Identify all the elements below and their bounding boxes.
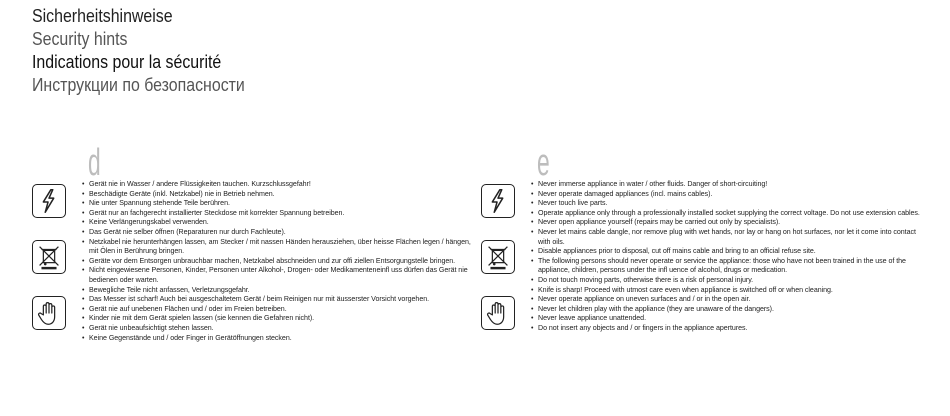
list-item: • Keine Verlängerungskabel verwenden. <box>82 218 474 228</box>
list-item: • Beschädigte Geräte (inkl. Netzkabel) nie in Betrieb nehmen. <box>82 190 474 200</box>
language-letter-e: e <box>537 142 550 184</box>
page-titles <box>32 4 279 96</box>
list-item: • Never let mains cable dangle, nor remove plug with wet hands, nor lay or hang on hot surfaces, nor let it come into contact with oils. <box>531 228 923 247</box>
list-item: • Gerät nie unbeaufsichtigt stehen lassen. <box>82 324 474 334</box>
list-item: • Nicht eingewiesene Personen, Kinder, Personen unter Alkohol-, Drogen- oder Medikamenteneinfl uss dürfen das Gerät nie bedienen oder warten. <box>82 266 474 285</box>
list-item: • Operate appliance only through a professionally installed socket supplying the correct voltage. Do not use extension cables. <box>531 209 923 219</box>
list-item: • Das Gerät nie selber öffnen (Reparaturen nur durch Fachleute). <box>82 228 474 238</box>
list-item: • Netzkabel nie herunterhängen lassen, am Stecker / mit nassen Händen herausziehen, über heisse Flächen legen / hängen, mit Ölen in Berührung bringen. <box>82 238 474 257</box>
list-item: • Never operate appliance on uneven surfaces and / or in the open air. <box>531 295 923 305</box>
list-item: • Das Messer ist scharf! Auch bei ausgeschaltetem Gerät / beim Reinigen nur mit äusserster Vorsicht vorgehen. <box>82 295 474 305</box>
crossed-out-wheelie-bin-icon <box>481 240 515 274</box>
list-item: • Do not insert any objects and / or fingers in the appliance apertures. <box>531 324 923 334</box>
list-item: • The following persons should never operate or service the appliance: those who have not been trained in the use of the appliance, children, persons under the infl uence of alcohol, drugs or medication. <box>531 257 923 276</box>
list-item: • Never touch live parts. <box>531 199 923 209</box>
crossed-out-wheelie-bin-icon <box>32 240 66 274</box>
list-item: • Gerät nur an fachgerecht installierter Steckdose mit korrekter Spannung betreiben. <box>82 209 474 219</box>
list-item: • Never leave appliance unattended. <box>531 314 923 324</box>
title-russian: Инструкции по безопасности <box>32 74 245 95</box>
title-french: Indications pour la sécurité <box>32 51 222 72</box>
language-letter-d: d <box>88 142 101 184</box>
safety-list-english <box>531 180 923 334</box>
list-item: • Geräte vor dem Entsorgen unbrauchbar machen, Netzkabel abschneiden und zur offi ziellen Entsorgungstelle bringen. <box>82 257 474 267</box>
list-item: • Gerät nie in Wasser / andere Flüssigkeiten tauchen. Kurzschlussgefahr! <box>82 180 474 190</box>
list-item: • Kinder nie mit dem Gerät spielen lassen (sie kennen die Gefahren nicht). <box>82 314 474 324</box>
list-item: • Disable appliances prior to disposal, cut off mains cable and bring to an official refuse site. <box>531 247 923 257</box>
electric-shock-warning-icon <box>32 184 66 218</box>
list-item: • Never let children play with the appliance (they are unaware of the dangers). <box>531 305 923 315</box>
list-item: • Never immerse appliance in water / other fluids. Danger of short-circuiting! <box>531 180 923 190</box>
hand-stop-icon <box>32 296 66 330</box>
safety-list-german <box>82 180 474 343</box>
hand-stop-icon <box>481 296 515 330</box>
title-german: Sicherheitshinweise <box>32 5 173 26</box>
title-english: Security hints <box>32 28 128 49</box>
list-item: • Bewegliche Teile nicht anfassen, Verletzungsgefahr. <box>82 286 474 296</box>
list-item: • Knife is sharp! Proceed with utmost care even when appliance is switched off or when cleaning. <box>531 286 923 296</box>
list-item: • Never open appliance yourself (repairs may be carried out only by specialists). <box>531 218 923 228</box>
list-item: • Nie unter Spannung stehende Teile berühren. <box>82 199 474 209</box>
electric-shock-warning-icon <box>481 184 515 218</box>
list-item: • Never operate damaged appliances (incl. mains cables). <box>531 190 923 200</box>
list-item: • Gerät nie auf unebenen Flächen und / oder im Freien betreiben. <box>82 305 474 315</box>
list-item: • Do not touch moving parts, otherwise there is a risk of personal injury. <box>531 276 923 286</box>
list-item: • Keine Gegenstände und / oder Finger in Gerätöffnungen stecken. <box>82 334 474 344</box>
